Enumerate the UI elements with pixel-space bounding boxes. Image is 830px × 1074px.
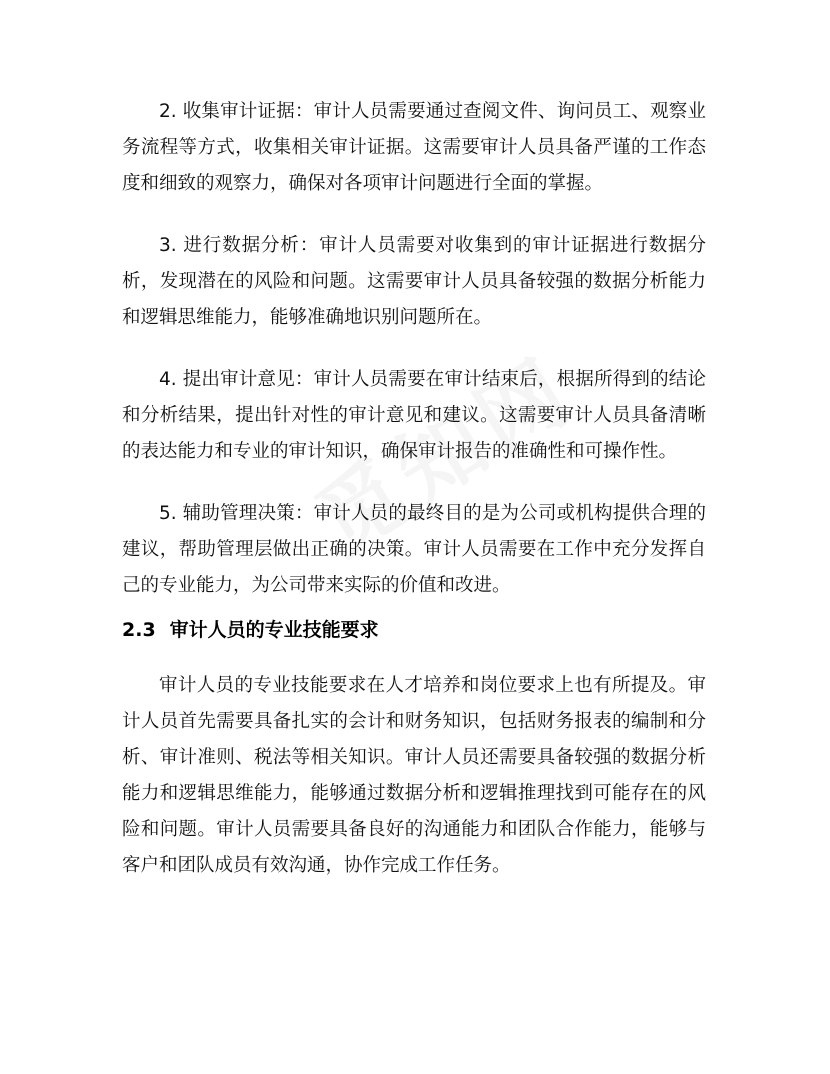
paragraph-management-decision: 5. 辅助管理决策：审计人员的最终目的是为公司或机构提供合理的建议，帮助管理层做出正确的决策。审计人员需要在工作中充分发挥自己的专业能力，为公司带来实际的价值和改进。 — [122, 503, 706, 596]
section-title: 审计人员的专业技能要求 — [169, 619, 379, 641]
paragraph-collect-evidence: 2. 收集审计证据：审计人员需要通过查阅文件、询问员工、观察业务流程等方式，收集相关审计证据。这需要审计人员具备严谨的工作态度和细致的观察力，确保对各项审计问题进行全面的掌握。 — [122, 101, 706, 194]
document-content — [122, 94, 706, 884]
section-heading — [122, 612, 706, 648]
paragraph-professional-skills: 审计人员的专业技能要求在人才培养和岗位要求上也有所提及。审计人员首先需要具备扎实的会计和财务知识，包括财务报表的编制和分析、审计准则、税法等相关知识。审计人员还需要具备较强的数据分析能力和逻辑思维能力，能够通过数据分析和逻辑推理找到可能存在的风险和问题。审计人员需要具备良好的沟通能力和团队合作能力，能够与客户和团队成员有效沟通，协作完成工作任务。 — [122, 675, 706, 876]
section-number: 2.3 — [122, 619, 156, 641]
paragraph-audit-opinion: 4. 提出审计意见：审计人员需要在审计结束后，根据所得到的结论和分析结果，提出针对性的审计意见和建议。这需要审计人员具备清晰的表达能力和专业的审计知识，确保审计报告的准确性和可操作性。 — [122, 369, 706, 462]
paragraph-data-analysis: 3. 进行数据分析：审计人员需要对收集到的审计证据进行数据分析，发现潜在的风险和问题。这需要审计人员具备较强的数据分析能力和逻辑思维能力，能够准确地识别问题所在。 — [122, 235, 706, 328]
